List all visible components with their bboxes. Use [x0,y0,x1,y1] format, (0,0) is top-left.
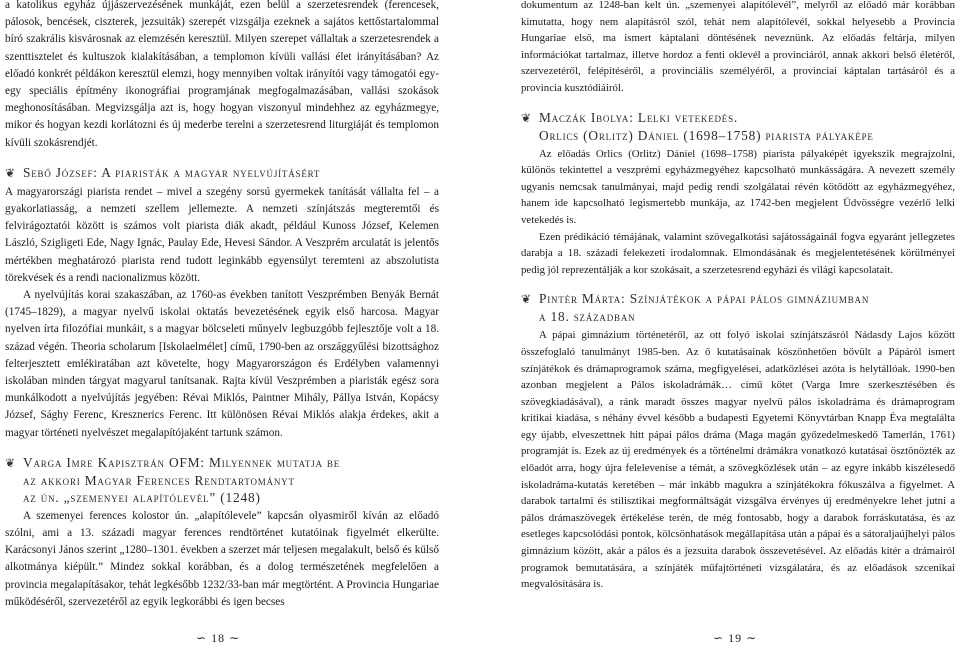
right-page-column [521,0,955,593]
heading-line: Pintér Márta: Színjátékok a pápai pálos gimnáziumban [539,291,870,307]
paragraph: Ezen prédikáció témájának, valamint szövegalkotási sajátosságainál fogva egyaránt jellegzetes darabja a 18. századi felekezeti irodalomnak. Elmondásának és megjelentetésének körülményei pedig jól reprezentálják a kor szokásait, a szerzetesrend egyházi és világi kapcsolatait. [521,230,955,276]
heading-line: Orlics (Orlitz) Dániel (1698–1758) piarista pályaképe [539,127,874,143]
heading-title: Sebő József: A piaristák a magyar nyelvújításért [23,164,321,180]
folio-ornament-icon: ∼ [229,631,241,645]
fleuron-icon: ❦ [5,165,16,180]
section-heading-pinter [521,290,955,325]
heading-line: Varga Imre Kapisztrán OFM: Milyennek mutatja be [23,454,341,470]
left-page-column [5,0,439,611]
section-heading-varga [5,454,439,506]
folio-ornament-icon: ∽ [196,631,208,645]
paragraph: Az előadás Orlics (Orlitz) Dániel (1698–1758) piarista pályaképét igyekszik megrajzolni, különös tekintettel a veszprémi egyházmegyéhez kapcsolható munkásságára. A nevezett személy ugyanis nemcsak tanulmányai, majd pedig rendi szolgálatai révén kötődött az egyházmegyéhez, hanem ide kapcsolható legismertebb munkája, az 1742-ben megjelent Üdvösségre vezérlő lelki vetekedés is. [521,147,955,226]
page-number: 18 [211,631,226,645]
fleuron-icon: ❦ [521,292,532,307]
paragraph: A nyelvújítás korai szakaszában, az 1760-as években tanított Veszprémben Benyák Bernát (1745–1829), a magyar nyelvű iskolai oktatás bevezetésének egyik első harcosa. Magyar nyelven írta filozófiai munkáit, s a magyar bölcseleti műnyelv legbuzgóbb fejlesztője volt a 18. század végén. Theoria scholarum [Iskolaelmélet] című, 1790-ben az országgyűlési bizottsághoz felterjesztett emlékiratában azt követelte, hogy Magyarországon és Erdélyben valamennyi iskolában minden tárgyat magyarul tanítsanak. Rajta kívül Veszprémben a piaristák egész sora munkálkodott a nyelvújítás jegyében: Révai Miklós, Paintner Mihály, Pállya István, Kopácsy József, Sághy Ferenc, Kresznerics Ferenc. Itt különösen Révai Miklós alakja érdekes, akit a magyar történeti nyelvészet megalapítójaként tartunk számon. [5,289,439,439]
fleuron-icon: ❦ [521,110,532,125]
folio-ornament-icon: ∼ [746,631,758,645]
paragraph: A magyarországi piarista rendet – mivel a szegény sorsú gyermekek tanítását vállalta fel – a gyakorlatiasság, a nemzeti szellem jellemezte. A nemzeti színjátszás megteremtői és felvirágoztatói között is számos volt piarista diák akadt, például Kunoss József, Kelemen László, Szigligeti Ede, Nagy Ignác, Paulay Ede, Hevesi Sándor. A Veszprém arculatát is jelentős mértékben meghatározó piarista rend tudott leginkább egyensúlyt teremteni az abszolutista törekvések és a rendi nacionalizmus között. [5,185,439,284]
section-heading-maczak [521,109,955,144]
folio-ornament-icon: ∽ [713,631,725,645]
heading-line: a 18. században [539,309,636,325]
fleuron-icon: ❦ [5,455,16,470]
paragraph: A szemenyei ferences kolostor ún. „alapítólevele” kapcsán olyasmiről kíván az előadó szólni, ami a 13. századi magyar ferences rendtörténet kutatóinak figyelmét elkerülte. Karácsonyi János szerint „1280–1301. években a szerzet már teljesen megalakult, belső és külső alkotmánya kiépült.” Mindez sokkal korábban, és a dolog természetének megfelelően a provincia megalapításakor, tehát legkésőbb 1232/33-ban már megtörtént. A Provincia Hungariae működéséről, szervezetéről az egyik legkorábbi és igen becses [5,509,439,608]
paragraph: A pápai gimnázium történetéről, az ott folyó iskolai színjátszásról Nádasdy Lajos között összefoglaló tanulmányt 1985-ben. Az ő kutatásainak köszönhetően bővült a Pápáról ismert színjátékok és drámaprogramok száma, megfigyelései, adatközlései azóta is helytállóak. 1990-ben azonban megjelent a Pálos iskoladrámák… című kötet (Varga Imre szerkesztésében és szövegkiadásával), a ránk maradt összes magyar nyelvű pálos iskoladráma és drámaprogram kritikai kiadása, s néhány évvel később a budapesti Egyetemi Könyvtárban Knapp Éva megtalálta egy újabb, elveszettnek hitt pápai pálos dráma (Maga magán győzedelmeskedő Tamerlán, 1761) programját is. Ezek az új eredmények és a történelmi drámákra vonatkozó kutatásai ösztönözték az előadót arra, hogy újra feleleveníse a témát, a szövegközlések után – az egyre inkább kiszélesedő iskoladráma-kutatás keretében – már inkább magukra a színjátékokra fókuszálva a figyelmet. A darabok tartalmi és stilisztikai megformáltságát vizsgálva érvényes új eredményekre lehet jutni a pálos drámaszövegek értékelése terén, de még fontosabb, hogy a darabok forráskutatása, és az esetleges kapcsolódási pontok, kölcsönhatások megállapítása után a pápai és a sátoraljaújhelyi pálos gimnázium között, akár a pálos és a jezsuita darabok összevetésével. Az előadás kitér a drámairól programok bemutatására, a színjáték műfajtörténeti vizsgálatára, és az előadások szcenikai megvalósítására is. [521,329,955,591]
page-number-right [713,631,757,646]
heading-line: Maczák Ibolya: Lelki vetekedés. [539,109,739,125]
intro-paragraph: a katolikus egyház újjászervezésének munkáját, ezen belül a szerzetesrendek (ferencesek, pálosok, bencések, ciszterek, jezsuiták) szerepét vizsgálja ezeknek a sajátos kettőstartalommal bíró szakrális kisvárosnak az elemzésén keresztül. Milyen szerepet vállaltak a szerzetesrendek a szenttisztelet és kultuszok kialakításában, a templomon kívüli vallási élet irányításában? Az előadó konkrét példákon keresztül elemzi, hogy mennyiben voltak irányítói vagy támogatói egy-egy speciális építmény ikonográfiai programjának megfogalmazásában, vallási szokások meghonosításában. Megvizsgálja azt is, hogy hogyan viszonyul mindehhez az egyházmegye, mikor és hogyan kezdi korlátozni és új mederbe terelni a szerzetesrend liturgiáját és templomon kívüli szokásrendjét. [5,0,439,149]
page-number-left [196,631,240,646]
continued-paragraph: dokumentum az 1248-ban kelt ún. „szemenyei alapítólevél”, melyről az előadó már korábban kimutatta, hogy nem alapításról szól, tehát nem alapítólevél, sokkal helyesebb a Provincia Hungariae első, ma ismert káptalani döntésének neveznünk. Az előadás feltárja, milyen információkat tartalmaz, illetve hordoz a fenti oklevél a provinciáról, annak akkori belső életéről, szervezetéről, felépítéséről, a provinciális személyéről, a provinciai káptalan tartásáról és a provincia kusztódiáiról. [521,0,955,94]
section-heading-sebo [5,164,439,182]
page-number: 19 [728,631,743,645]
heading-line: az akkori Magyar Ferences Rendtartományt [23,472,295,488]
heading-line: az ún. „szemenyei alapítólevél” (1248) [23,489,261,505]
